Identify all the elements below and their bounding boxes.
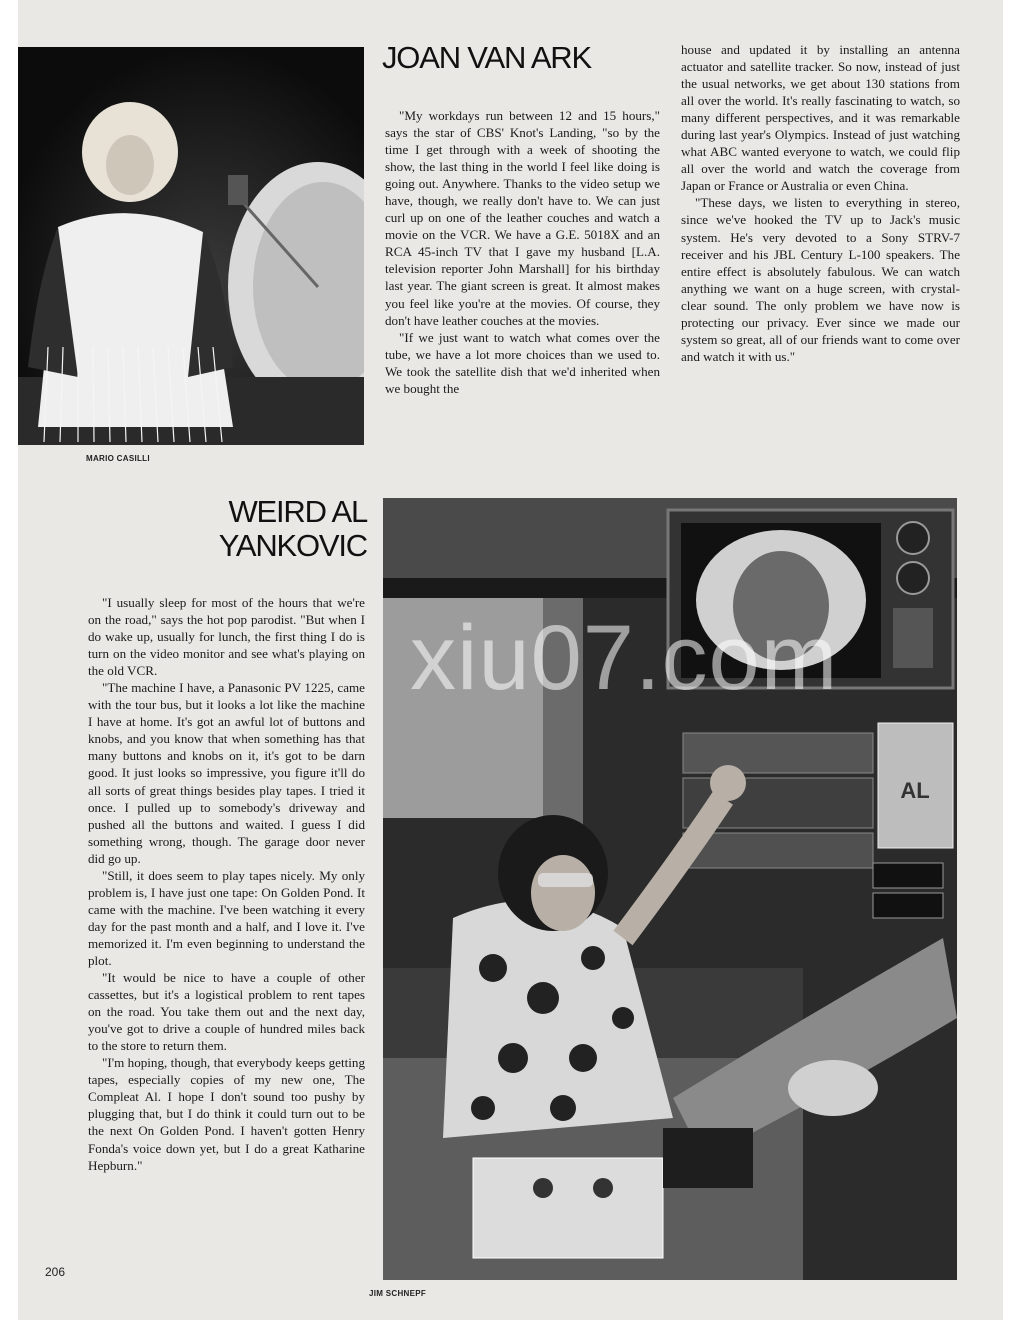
joan-paragraph: house and updated it by installing an antenna actuator and satellite tracker. So now, instead of just the usual networks, we get about 130 stations from all over the world. It's really fascinating to watch, so many different perspectives, and it was remarkable during last year's Olympics. Instead of just watching what ABC wanted everyone to watch, we could flip all over the world and watch the coverage from Japan or France or Australia or even China.	[681, 42, 960, 194]
joan-paragraph: "My workdays run between 12 and 15 hours," says the star of CBS' Knot's Landing, "so by the time I get through with a week of shooting the show, the last thing in the world I feel like doing is going out. Anywhere. Thanks to the video setup we have, though, we really don't have to. We can just curl up on one of the leather couches and watch a movie on the VCR. We have a G.E. 5018X and an RCA 45-inch TV that I gave my husband [L.A. television reporter John Marshall] for his birthday last year. The giant screen is great. It almost makes you feel like you're at the movies. Of course, they don't have leather couches at the movies.	[385, 108, 660, 328]
joan-paragraph: "These days, we listen to everything in stereo, since we've hooked the TV up to Jack's music system. He's very devoted to a Sony STRV-7 receiver and his JBL Century L-100 speakers. The entire effect is absolutely fabulous. We can watch anything we want on a huge screen, with crystal-clear sound. The only problem we have now is protecting our privacy. Ever since we made our system so great, all of our friends want to come over and watch it with us."	[681, 195, 960, 364]
weird-al-paragraph: "The machine I have, a Panasonic PV 1225, came with the tour bus, but it looks a lot like the machine I have at home. It's got an awful lot of buttons and knobs, and you know that when something has that many buttons and knobs on it, it's got to be darn good. It just looks so impressive, you figure it'll do all sorts of great things besides play tapes. I tried it once. I pulled up to somebody's driveway and pushed all the buttons and waited. I guess I did something wrong, though. The garage door never did go up.	[88, 680, 365, 866]
magazine-page	[18, 0, 1003, 1320]
weird-al-paragraph: "It would be nice to have a couple of other cassettes, but it's a logistical problem to rent tapes on the road. You take them out and the next day, you've got to drive a couple of hundred miles back to the store to return them.	[88, 970, 365, 1054]
tape-box-label: AL	[900, 778, 930, 803]
joan-photo-credit: MARIO CASILLI	[86, 454, 150, 463]
weird-al-headline-line-2: YANKOVIC	[218, 528, 367, 563]
joan-van-ark-photo	[18, 47, 364, 445]
weird-al-column	[88, 594, 365, 1174]
joan-column-1	[385, 107, 660, 397]
weird-al-paragraph: "Still, it does seem to play tapes nicely. My only problem is, I have just one tape: On Golden Pond. It came with the machine. I've been watching it every day for the past month and a half, and I love it. I've memorized it. I'm even beginning to understand the plot.	[88, 867, 365, 968]
weird-al-photo-credit: JIM SCHNEPF	[369, 1289, 427, 1298]
weird-al-paragraph: "I usually sleep for most of the hours that we're on the road," says the hot pop parodist. "But when I do wake up, usually for lunch, the first thing I do is turn on the video monitor and see what's playing on the old VCR.	[88, 595, 365, 679]
joan-paragraph: "If we just want to watch what comes over the tube, we have a lot more choices than we used to. We took the satellite dish that we'd inherited when we bought the	[385, 329, 660, 396]
weird-al-photo	[383, 498, 957, 1280]
weird-al-headline-line-1: WEIRD AL	[228, 494, 367, 529]
joan-column-2	[681, 41, 960, 365]
site-watermark: xiu07.com	[410, 607, 839, 709]
page-number: 206	[45, 1265, 66, 1279]
weird-al-paragraph: "I'm hoping, though, that everybody keeps getting tapes, especially copies of my new one, The Compleat Al. I hope I don't sound too pushy by plugging that, but I do think it could turn out to be the next On Golden Pond. I haven't gotten Henry Fonda's voice down yet, but I do a great Katharine Hepburn."	[88, 1055, 365, 1173]
joan-headline: JOAN VAN ARK	[382, 40, 591, 75]
